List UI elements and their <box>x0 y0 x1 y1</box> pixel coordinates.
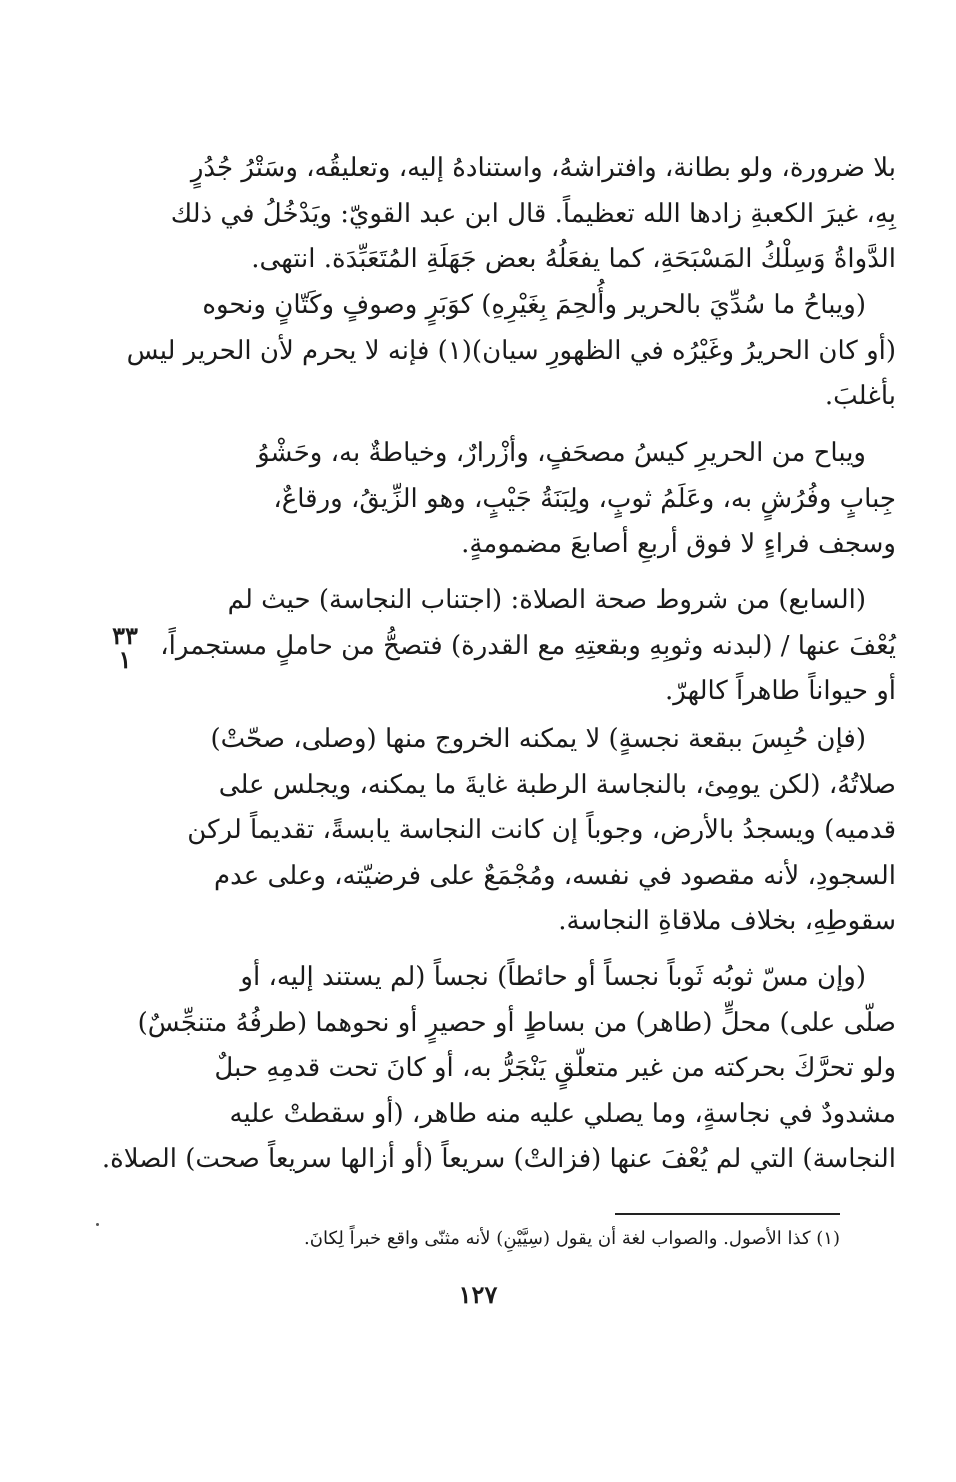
text-line: قدميه) ويسجدُ بالأرض، وجوباً إن كانت النجاسة يابسةً، تقديماً لركن <box>187 815 896 845</box>
paragraph-5 <box>170 717 896 945</box>
text-line: (ويباحُ ما سُدِّيَ بالحرير وأُلحِمَ بِغَيْرِهِ) كوَبَرٍ وصوفٍ وكَتّانٍ ونحوه <box>202 290 866 320</box>
text-line: وسجف فراءٍ لا فوق أربعِ أصابعَ مضمومةٍ. <box>461 529 896 559</box>
text-line: ويباح من الحريرِ كيسُ مصحَفٍ، وأزْرارٌ، وخياطةٌ به، وحَشْوُ <box>257 438 866 468</box>
text-line: (وإن مسّ ثوبُه ثَوباً نجساً أو حائطاً) نجساً (لم يستند إليه، أو <box>240 962 866 992</box>
paragraph-3 <box>170 431 896 568</box>
text-line: بِهِ، غيرَ الكعبةِ زادها الله تعظيماً. قال ابن عبد القويّ: ويَدْخُلُ في ذلك <box>170 198 896 229</box>
text-line: (فإن حُبِسَ ببقعة نجسةٍ) لا يمكنه الخروج منها (وصلى، صحّتْ) <box>210 724 866 754</box>
text-line: السجودِ، لأنه مقصود في نفسه، ومُجْمَعٌ على فرضيّته، وعلى عدم <box>214 860 896 891</box>
text-line: (السابع) من شروط صحة الصلاة: (اجتناب النجاسة) حيث لم <box>227 585 866 615</box>
text-line: يُعْفَ عنها / (لبدنه وثوبِهِ وبقعتِهِ مع القدرة) فتصحُّ من حاملٍ مستجمراً، <box>160 630 896 661</box>
paragraph-1 <box>170 146 896 283</box>
text-line: صلّى على) محلٍّ (طاهر) من بساطٍ أو حصيرٍ أو نحوهما (طرفُهُ متنجِّسٌ) <box>137 1007 896 1038</box>
text-line: النجاسة) التي لم يُعْفَ عنها (فزالتْ) سريعاً (أو أزالها سريعاً صحت) الصلاة. <box>101 1144 896 1174</box>
text-line: أو حيواناً طاهراً كالهرّ. <box>664 676 896 706</box>
scan-speck <box>96 1223 99 1226</box>
text-line: جِبابٍ وفُرُشٍ به، وعَلَمُ ثوبٍ، ولِبَنَةُ جَيْبٍ، وهو الزِّيقُ، ورقاعٌ، <box>273 483 896 514</box>
paragraph-4 <box>160 578 896 715</box>
text-line: بلا ضرورة، ولو بطانة، وافتراشهُ، واستنادهُ إليه، وتعليقُه، وسَتْرُ جُدُرٍ <box>190 153 896 183</box>
text-line: صلاتُهُ، (لكن يومِئ، بالنجاسة الرطبة غايةَ ما يمكنه، ويجلس على <box>218 769 896 800</box>
footnote: (١) كذا الأصول. والصواب لغة أن يقول (سِيَّيْنِ) لأنه مثنّى واقع خبراً لِكانَ. <box>304 1228 840 1249</box>
text-line: سقوطِهِ، بخلاف ملاقاةِ النجاسة. <box>558 906 896 936</box>
manuscript-folio-note <box>100 621 150 674</box>
paragraph-6 <box>101 955 896 1183</box>
text-line: بأغلبَ. <box>824 381 896 411</box>
page-number: ١٢٧ <box>458 1280 498 1309</box>
text-line: الدَّواةُ وَسِلْكُ المَسْبَحَةِ، كما يفعَلُهُ بعض جَهَلَةِ المُتَعَبِّدَة. انتهى. <box>251 244 896 274</box>
text-line: (أو كان الحريرُ وغَيْرُه في الظهورِ سيان)(١) فإنه لا يحرم لأن الحرير ليس <box>126 335 896 366</box>
folio-number: ٣٣ <box>112 621 138 650</box>
folio-side: ١ <box>118 645 132 674</box>
text-line: مشدودٌ في نجاسةٍ، وما يصلي عليه منه طاهر، (أو سقطتْ عليه <box>229 1098 896 1129</box>
footnote-divider <box>615 1213 840 1215</box>
paragraph-2 <box>126 283 896 420</box>
text-line: ولو تحرَّكَ بحركته من غير متعلّقٍ يَنْجَرُّ به، أو كانَ تحت قدمِهِ حبلٌ <box>214 1053 896 1083</box>
